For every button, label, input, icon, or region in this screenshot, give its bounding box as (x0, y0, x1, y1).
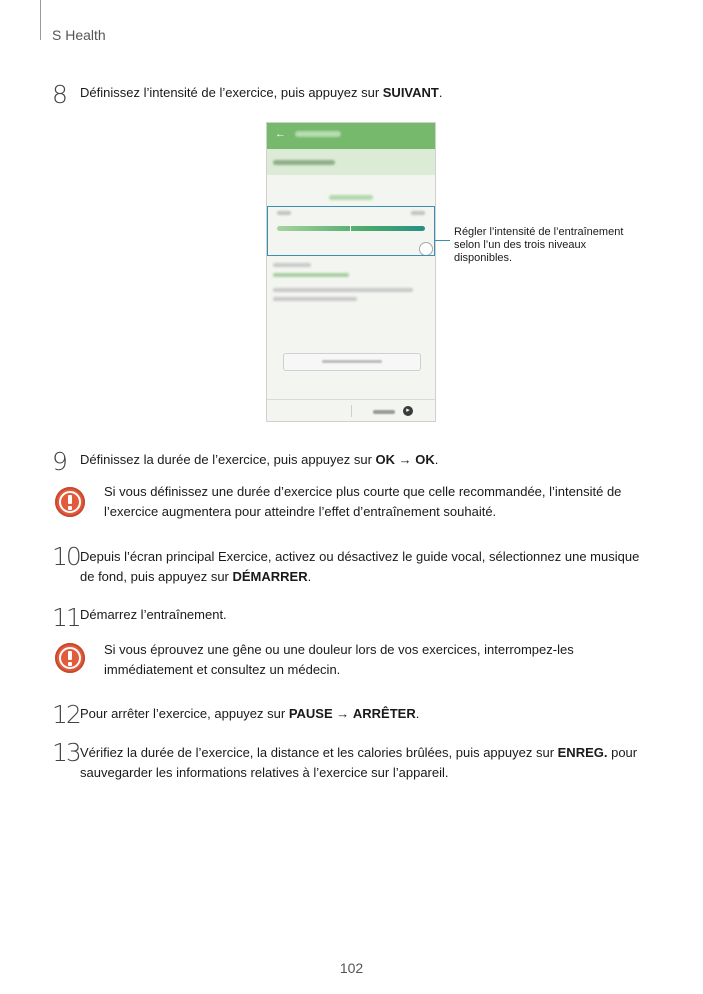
callout-highlight-box (267, 206, 435, 256)
phone-text-line (273, 297, 357, 301)
phone-header-band (267, 149, 435, 175)
phone-text-line-green (273, 273, 349, 277)
step-number-9: 9 (52, 447, 66, 476)
phone-text-line (273, 263, 311, 267)
step-8-text (80, 83, 443, 103)
step-12-bold-2: ARRÊTER (352, 706, 416, 721)
step-10-line-1: Depuis l’écran principal Exercice, activez ou désactivez le guide vocal, sélectionnez une musique (80, 549, 640, 564)
note-2-line-1: Si vous éprouvez une gêne ou une douleur lors de vos exercices, interrompez-les (104, 642, 574, 657)
step-9-text-before: Définissez la durée de l’exercice, puis appuyez sur (80, 452, 376, 467)
step-number-8: 8 (52, 80, 66, 109)
note-1-line-1: Si vous définissez une durée d’exercice plus courte que celle recommandée, l’intensité de (104, 484, 622, 499)
phone-button-text-blurred (322, 360, 382, 363)
step-10-bold: DÉMARRER (232, 569, 308, 584)
step-9-text (80, 450, 438, 470)
step-13-text-before: Vérifiez la durée de l’exercice, la distance et les calories brûlées, puis appuyez sur (80, 745, 558, 760)
step-12-bold-1: PAUSE (288, 706, 333, 721)
chevron-right-icon[interactable]: ▸ (403, 406, 413, 416)
step-10-line-2 (80, 567, 311, 587)
step-12-text-after: . (415, 706, 420, 721)
note-1-line-2: l’exercice augmentera pour atteindre l’effet d’entraînement souhaité. (104, 504, 497, 519)
warning-icon-dot (68, 506, 72, 510)
header-rule (40, 0, 41, 40)
phone-app-title-blurred (295, 131, 341, 137)
page-number: 102 (339, 960, 364, 976)
phone-next-label-blurred[interactable] (373, 410, 395, 414)
phone-level-label-blurred (329, 195, 373, 200)
step-12-text-before: Pour arrêter l’exercice, appuyez sur (80, 706, 289, 721)
arrow-icon: → (332, 706, 353, 721)
warning-icon-bar (68, 495, 72, 504)
step-12-text (80, 704, 419, 724)
step-9-bold-2: OK (415, 452, 435, 467)
warning-icon-bar (68, 651, 72, 660)
step-9-bold-1: OK (375, 452, 396, 467)
phone-more-info-button[interactable] (283, 353, 421, 371)
arrow-icon: → (395, 452, 416, 467)
step-11-text: Démarrez l’entraînement. (80, 607, 227, 622)
step-number-13: 13 (52, 738, 80, 767)
phone-app-bar (267, 123, 435, 149)
step-13-bold: ENREG. (557, 745, 608, 760)
step-number-10: 10 (52, 542, 80, 571)
callout-leader-line (435, 240, 450, 241)
phone-text-line (273, 288, 413, 292)
step-13-text-after: pour (607, 745, 638, 760)
warning-icon-dot (68, 662, 72, 666)
step-9-text-after: . (434, 452, 439, 467)
phone-band-text-blurred (273, 160, 335, 165)
step-number-12: 12 (52, 700, 80, 729)
step-10-text-after: . (307, 569, 312, 584)
step-number-11: 11 (52, 603, 80, 632)
back-arrow-icon: ← (275, 128, 286, 140)
header-title: S Health (52, 27, 106, 43)
step-8-bold: SUIVANT (382, 85, 439, 100)
step-8-text-after: . (438, 85, 443, 100)
step-13-line-1 (80, 743, 637, 763)
warning-icon (55, 643, 85, 673)
warning-icon (55, 487, 85, 517)
phone-bottom-divider (267, 399, 435, 400)
phone-screenshot (266, 122, 436, 422)
step-8-text-before: Définissez l’intensité de l’exercice, puis appuyez sur (80, 85, 383, 100)
note-2-line-2: immédiatement et consultez un médecin. (104, 662, 341, 677)
step-13-line-2: sauvegarder les informations relatives à l’exercice sur l’appareil. (80, 765, 449, 780)
step-10-text-before: de fond, puis appuyez sur (80, 569, 233, 584)
phone-bottom-separator (351, 405, 352, 417)
callout-text: Régler l’intensité de l’entraînement selon l’un des trois niveaux disponibles. (454, 226, 624, 264)
